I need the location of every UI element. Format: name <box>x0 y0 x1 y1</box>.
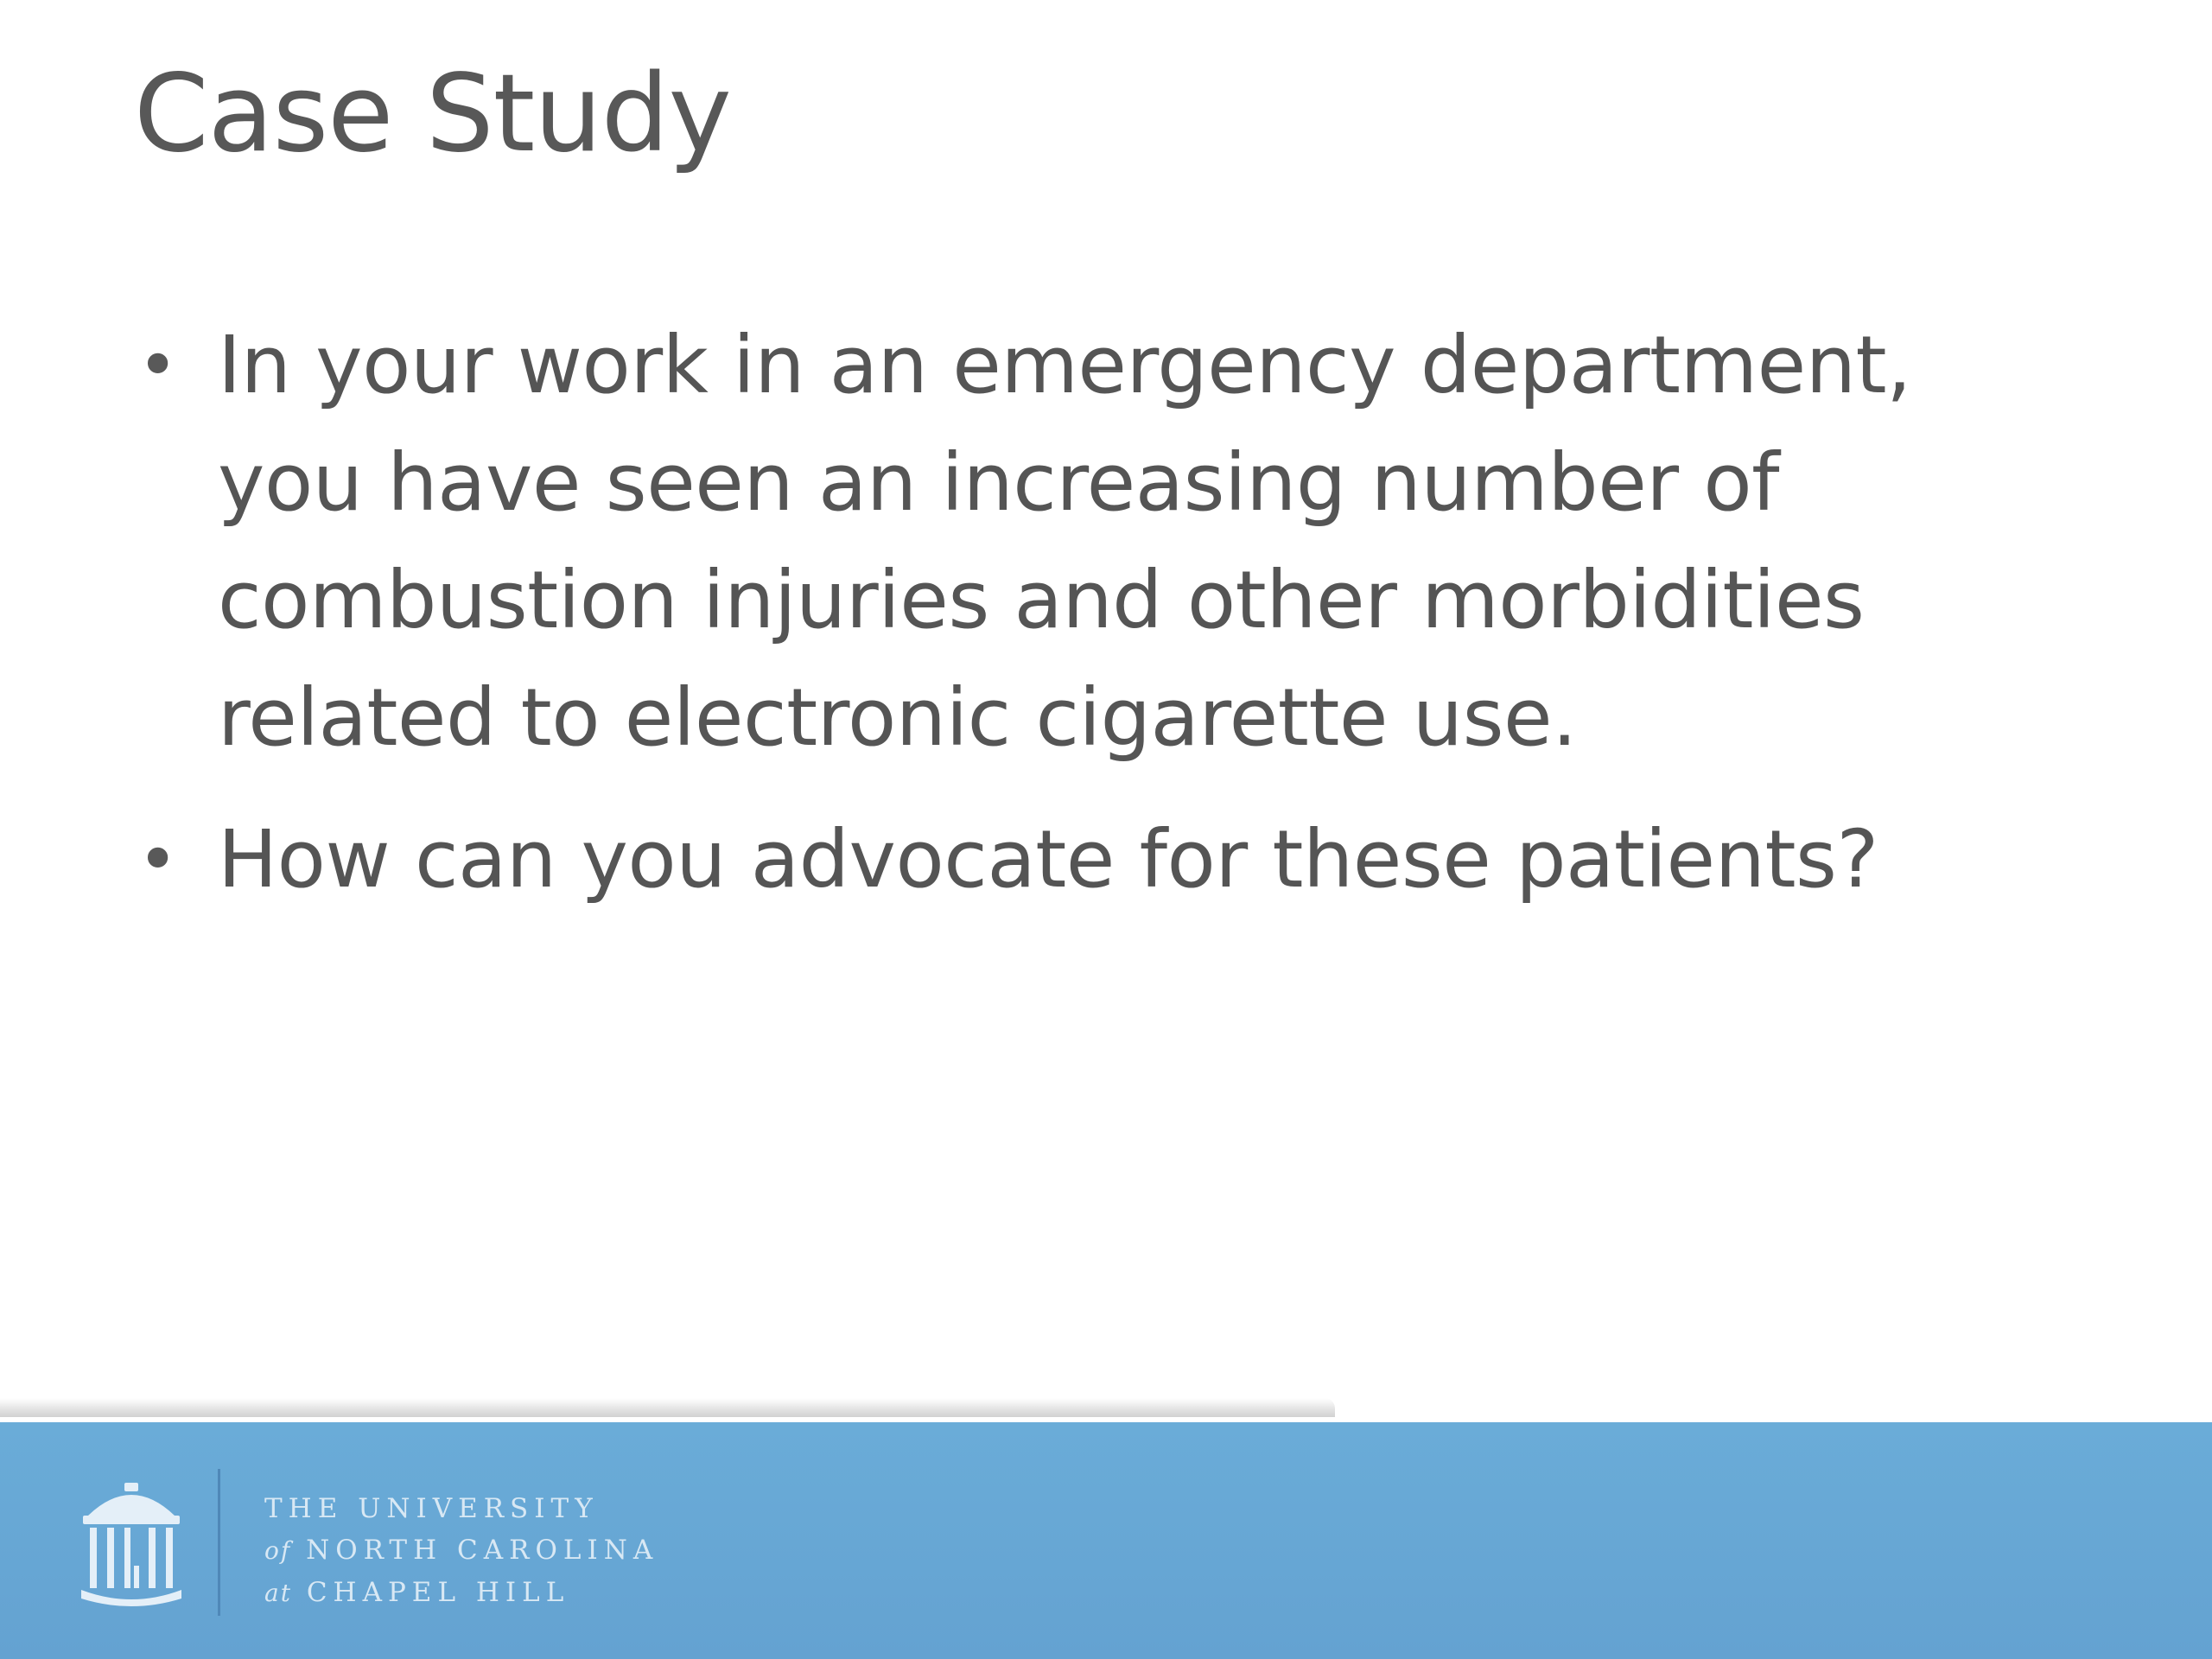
bullet-item <box>134 801 2078 918</box>
wordmark-line-3: at CHAPEL HILL <box>264 1577 570 1608</box>
bullet-item <box>134 307 2078 777</box>
footer-shadow <box>0 1398 1335 1417</box>
logo-divider <box>218 1469 220 1616</box>
old-well-icon <box>79 1479 183 1609</box>
bullet-text: In your work in an emergency department, you have seen an increasing number of combustion injuries and other morbidities related to electronic cigarette use. <box>218 319 1911 764</box>
university-wordmark <box>264 1488 658 1614</box>
slide-title: Case Study <box>134 52 731 176</box>
bullet-text: How can you advocate for these patients? <box>218 813 1878 906</box>
wordmark-line-1: THE UNIVERSITY <box>264 1493 599 1524</box>
bullet-list <box>134 307 2078 943</box>
bullet-icon: • <box>137 819 178 899</box>
bullet-icon: • <box>137 325 178 405</box>
wordmark-line-2: of NORTH CAROLINA <box>264 1535 659 1566</box>
